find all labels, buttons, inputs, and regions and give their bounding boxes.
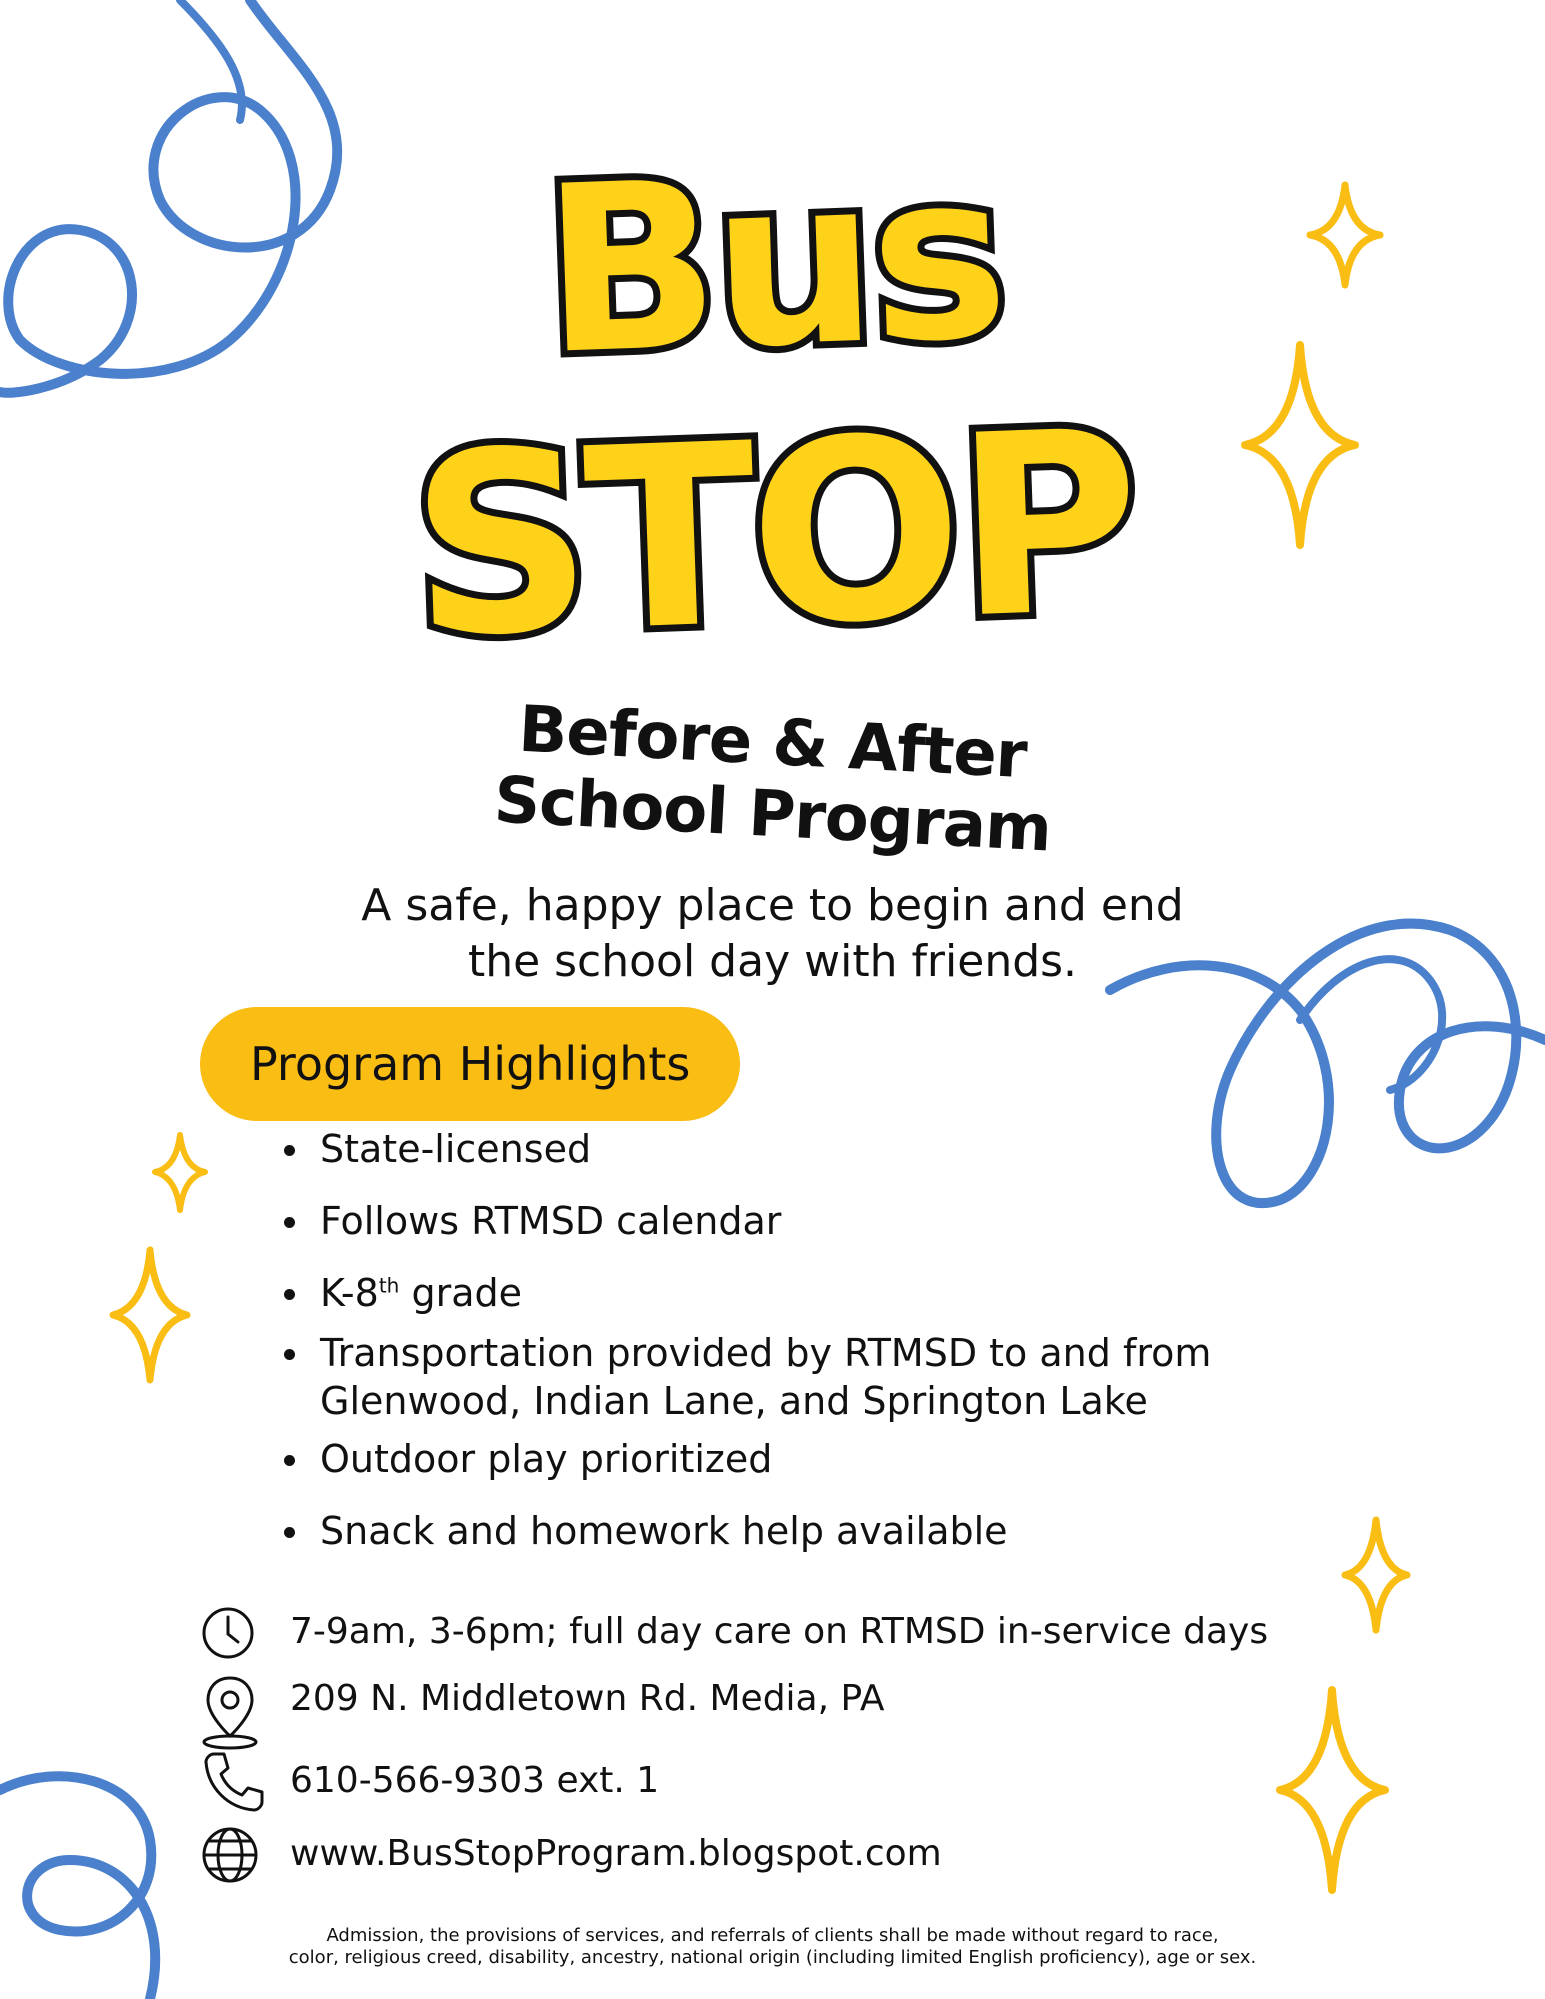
highlights-heading-pill <box>200 1007 740 1121</box>
tagline-line2: the school day with friends. <box>467 936 1078 987</box>
highlights-list <box>280 1125 1230 1555</box>
sparkle-icon <box>1340 1515 1412 1635</box>
website-link[interactable]: www.BusStopProgram.blogspot.com <box>290 1833 942 1874</box>
tagline <box>0 878 1545 990</box>
hours-text: 7-9am, 3-6pm; full day care on RTMSD in-service days <box>290 1611 1269 1652</box>
disclaimer <box>0 1925 1545 1969</box>
list-item: Outdoor play prioritized <box>280 1435 1230 1483</box>
logo-stop-text: STOP <box>406 376 1139 693</box>
logo-subtitle-line2: School Program <box>492 763 1053 867</box>
highlights-heading: Program Highlights <box>250 1037 691 1091</box>
list-item: K-8th grade <box>280 1269 1230 1317</box>
phone-row <box>200 1748 1300 1818</box>
sparkle-icon <box>108 1245 192 1385</box>
sparkle-icon <box>150 1130 210 1215</box>
clock-icon <box>200 1605 256 1661</box>
list-item: State-licensed <box>280 1125 1230 1173</box>
globe-icon <box>200 1825 260 1885</box>
address-row <box>200 1672 1300 1742</box>
disclaimer-line2: color, religious creed, disability, ancestry, national origin (including limited English proficiency), age or sex. <box>288 1947 1257 1968</box>
disclaimer-line1: Admission, the provisions of services, and referrals of clients shall be made without regard to race, <box>326 1925 1219 1946</box>
phone-text: 610-566-9303 ext. 1 <box>290 1760 660 1801</box>
list-item: Follows RTMSD calendar <box>280 1197 1230 1245</box>
address-text: 209 N. Middletown Rd. Media, PA <box>290 1678 885 1719</box>
website-row <box>200 1825 1300 1895</box>
grade-superscript: th <box>378 1273 400 1298</box>
hours-row <box>200 1605 1300 1675</box>
list-item: Snack and homework help available <box>280 1507 1230 1555</box>
list-item: Transportation provided by RTMSD to and from Glenwood, Indian Lane, and Springton Lake <box>280 1329 1230 1425</box>
location-pin-icon <box>200 1672 260 1752</box>
tagline-line1: A safe, happy place to begin and end <box>361 880 1184 931</box>
phone-icon <box>200 1748 266 1814</box>
logo-bus-text: Bus <box>538 123 1006 406</box>
logo-subtitle-line1: Before & After <box>516 692 1029 794</box>
